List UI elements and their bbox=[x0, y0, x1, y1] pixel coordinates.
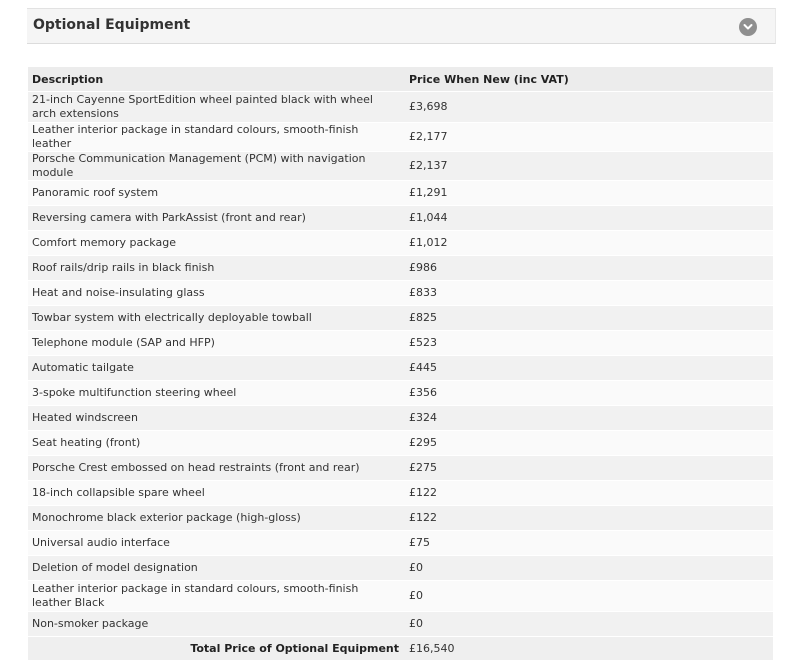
item-price: £825 bbox=[403, 306, 773, 331]
item-description: Roof rails/drip rails in black finish bbox=[28, 256, 403, 281]
table-row bbox=[28, 281, 773, 306]
item-price: £324 bbox=[403, 406, 773, 431]
table-row bbox=[28, 506, 773, 531]
item-price: £295 bbox=[403, 431, 773, 456]
section-header[interactable] bbox=[27, 8, 776, 44]
item-price: £1,012 bbox=[403, 231, 773, 256]
item-description: Towbar system with electrically deployable towball bbox=[28, 306, 403, 331]
table-row bbox=[28, 92, 773, 123]
table-body bbox=[28, 92, 773, 637]
item-price: £445 bbox=[403, 356, 773, 381]
table-row bbox=[28, 612, 773, 637]
table-row bbox=[28, 406, 773, 431]
item-description: Heated windscreen bbox=[28, 406, 403, 431]
item-description: Comfort memory package bbox=[28, 231, 403, 256]
item-price: £1,291 bbox=[403, 181, 773, 206]
price-header: Price When New (inc VAT) bbox=[403, 67, 773, 92]
item-description: Automatic tailgate bbox=[28, 356, 403, 381]
table-header-row bbox=[28, 67, 773, 92]
optional-equipment-table bbox=[28, 67, 773, 661]
item-description: Leather interior package in standard colours, smooth-finish leather Black bbox=[28, 581, 403, 612]
table-row bbox=[28, 556, 773, 581]
item-description: Reversing camera with ParkAssist (front and rear) bbox=[28, 206, 403, 231]
table-row bbox=[28, 481, 773, 506]
item-description: Heat and noise-insulating glass bbox=[28, 281, 403, 306]
table-row bbox=[28, 123, 773, 152]
item-description: Universal audio interface bbox=[28, 531, 403, 556]
item-price: £275 bbox=[403, 456, 773, 481]
item-description: Porsche Crest embossed on head restraints (front and rear) bbox=[28, 456, 403, 481]
item-price: £2,137 bbox=[403, 152, 773, 181]
item-description: Seat heating (front) bbox=[28, 431, 403, 456]
section-title: Optional Equipment bbox=[33, 17, 191, 33]
table-row bbox=[28, 581, 773, 612]
item-description: Deletion of model designation bbox=[28, 556, 403, 581]
table-row bbox=[28, 152, 773, 181]
table-row bbox=[28, 231, 773, 256]
item-description: Porsche Communication Management (PCM) with navigation module bbox=[28, 152, 403, 181]
table-row bbox=[28, 256, 773, 281]
table-row bbox=[28, 431, 773, 456]
item-description: Monochrome black exterior package (high-gloss) bbox=[28, 506, 403, 531]
table-row bbox=[28, 206, 773, 231]
total-label: Total Price of Optional Equipment bbox=[28, 637, 403, 661]
item-price: £833 bbox=[403, 281, 773, 306]
table-row bbox=[28, 306, 773, 331]
item-description: 18-inch collapsible spare wheel bbox=[28, 481, 403, 506]
item-price: £1,044 bbox=[403, 206, 773, 231]
table-row bbox=[28, 456, 773, 481]
total-row bbox=[28, 637, 773, 661]
item-price: £122 bbox=[403, 506, 773, 531]
table-row bbox=[28, 531, 773, 556]
item-price: £2,177 bbox=[403, 123, 773, 152]
description-header: Description bbox=[28, 67, 403, 92]
table-row bbox=[28, 381, 773, 406]
total-value: £16,540 bbox=[403, 637, 773, 661]
item-price: £356 bbox=[403, 381, 773, 406]
item-description: 21-inch Cayenne SportEdition wheel painted black with wheel arch extensions bbox=[28, 92, 403, 123]
item-description: 3-spoke multifunction steering wheel bbox=[28, 381, 403, 406]
item-description: Telephone module (SAP and HFP) bbox=[28, 331, 403, 356]
item-price: £3,698 bbox=[403, 92, 773, 123]
table-row bbox=[28, 356, 773, 381]
item-description: Leather interior package in standard colours, smooth-finish leather bbox=[28, 123, 403, 152]
item-description: Non-smoker package bbox=[28, 612, 403, 637]
item-price: £0 bbox=[403, 556, 773, 581]
item-price: £122 bbox=[403, 481, 773, 506]
chevron-down-icon[interactable] bbox=[739, 18, 757, 36]
item-price: £75 bbox=[403, 531, 773, 556]
item-price: £986 bbox=[403, 256, 773, 281]
item-price: £523 bbox=[403, 331, 773, 356]
item-price: £0 bbox=[403, 612, 773, 637]
item-price: £0 bbox=[403, 581, 773, 612]
item-description: Panoramic roof system bbox=[28, 181, 403, 206]
table-row bbox=[28, 181, 773, 206]
table-row bbox=[28, 331, 773, 356]
